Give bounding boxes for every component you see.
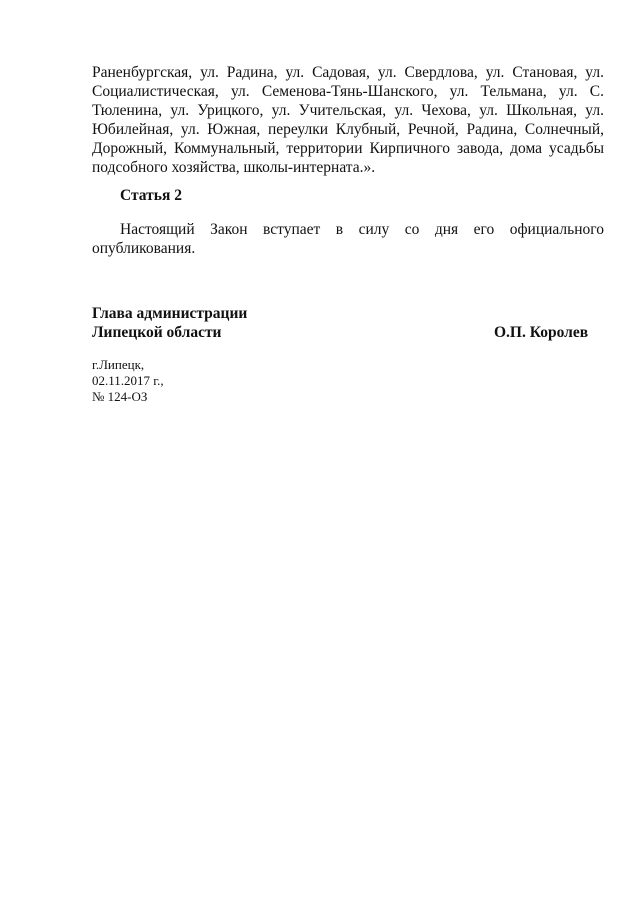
- article-heading: Статья 2: [120, 187, 182, 204]
- place-of-signing: г.Липецк,: [92, 357, 145, 372]
- signatory-name: О.П. Королев: [494, 324, 589, 341]
- signing-date: 02.11.2017 г.,: [92, 373, 164, 388]
- signatory-region: Липецкой области: [92, 324, 222, 341]
- paragraph-line: Юбилейная, ул. Южная, переулки Клубный, Речной, Радина, Солнечный,: [92, 121, 604, 138]
- paragraph-line: Дорожный, Коммунальный, территории Кирпичного завода, дома усадьбы: [92, 140, 604, 157]
- paragraph-line: подсобного хозяйства, школы-интерната.».: [92, 159, 376, 176]
- paragraph-line: Раненбургская, ул. Радина, ул. Садовая, ул. Свердлова, ул. Становая, ул.: [92, 64, 604, 81]
- paragraph-line: Социалистическая, ул. Семенова-Тянь-Шанского, ул. Тельмана, ул. С.: [92, 83, 604, 100]
- article-body-line: Настоящий Закон вступает в силу со дня его официального: [120, 221, 604, 238]
- article-body-line: опубликования.: [92, 240, 196, 257]
- paragraph-line: Тюленина, ул. Урицкого, ул. Учительская, ул. Чехова, ул. Школьная, ул.: [92, 102, 604, 119]
- law-number: № 124-ОЗ: [92, 389, 148, 404]
- signatory-title: Глава администрации: [92, 305, 248, 322]
